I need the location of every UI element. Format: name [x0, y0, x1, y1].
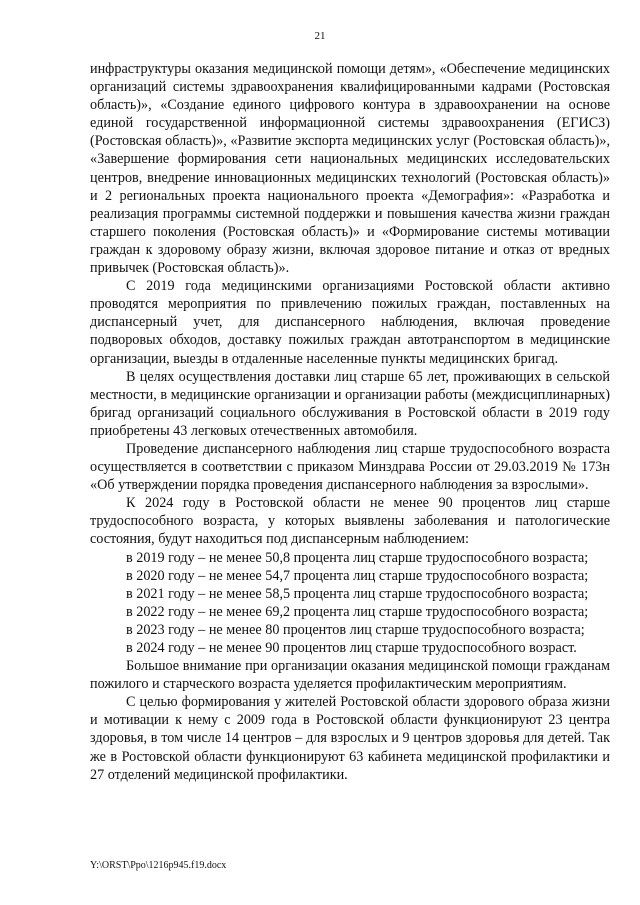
document-body: [90, 60, 610, 784]
list-item-2022: в 2022 году – не менее 69,2 процента лиц старше трудоспособного возраста;: [126, 603, 589, 620]
paragraph-prevention-focus: Большое внимание при организации оказания медицинской помощи гражданам пожилого и старческого возраста уделяется профилактическим мероприятиям.: [90, 658, 610, 693]
list-item-2021: в 2021 году – не менее 58,5 процента лиц старше трудоспособного возраста;: [126, 585, 589, 602]
footer-file-path: Y:\ORST\Ppo\1216p945.f19.docx: [90, 860, 227, 871]
paragraph-2024-target: К 2024 году в Ростовской области не менее 90 процентов лиц старше трудоспособного возраста, у которых выявлены заболевания и патологические состояния, будут находиться под диспансерным наблюдением:: [90, 495, 610, 548]
paragraph-patient-outreach: С 2019 года медицинскими организациями Ростовской области активно проводятся мероприятия по привлечению пожилых граждан, поставленных на диспансерный учет, для диспансерного наблюдения, включая проведение подворовых обходов, доставку пожилых граждан автотранспортом в медицинские организации, выезды в отдаленные населенные пункты медицинских бригад.: [90, 278, 610, 367]
paragraph-dispensary-order: Проведение диспансерного наблюдения лиц старше трудоспособного возраста осуществляется в соответствии с приказом Минздрава России от 29.03.2019 № 173н «Об утверждении порядка проведения диспансерного наблюдения за взрослыми».: [90, 440, 610, 494]
list-item-2023: в 2023 году – не менее 80 процентов лиц старше трудоспособного возраста;: [126, 621, 585, 638]
paragraph-vehicle-purchase: В целях осуществления доставки лиц старше 65 лет, проживающих в сельской местности, в медицинские организации и организации работы (междисциплинарных) бригад организаций социального обслуживания в Ростовской области в 2019 году приобретены 43 легковых отечественных автомобиля.: [90, 368, 610, 439]
list-item-2019: в 2019 году – не менее 50,8 процента лиц старше трудоспособного возраста;: [126, 549, 589, 566]
list-item-2020: в 2020 году – не менее 54,7 процента лиц старше трудоспособного возраста;: [126, 567, 589, 584]
paragraph-continuation: инфраструктуры оказания медицинской помощи детям», «Обеспечение медицинских организаций системы здравоохранения квалифицированными кадрами (Ростовская область)», «Создание единого цифрового контура в здравоохранении на основе единой государственной информационной системы здравоохранения (ЕГИСЗ) (Ростовская область)», «Развитие экспорта медицинских услуг (Ростовская область)», «Завершение формирования сети национальных медицинских исследовательских центров, внедрение инновационных медицинских технологий (Ростовская область)» и 2 региональных проекта национального проекта «Демография»: «Разработка и реализация программы системной поддержки и повышения качества жизни граждан старшего поколения (Ростовская область)» и «Формирование системы мотивации граждан к здоровому образу жизни, включая здоровое питание и отказ от вредных привычек (Ростовская область)».: [90, 61, 610, 277]
list-item-2024: в 2024 году – не менее 90 процентов лиц старше трудоспособного возраст.: [126, 640, 577, 656]
page-number: 21: [314, 30, 326, 42]
paragraph-health-centers: С целью формирования у жителей Ростовской области здорового образа жизни и мотивации к нему с 2009 года в Ростовской области функционируют 23 центра здоровья, в том числе 14 центров – для взрослых и 9 центров здоровья для детей. Так же в Ростовской области функционируют 63 кабинета медицинской профилактики и 27 отделений медицинской профилактики.: [90, 694, 610, 783]
